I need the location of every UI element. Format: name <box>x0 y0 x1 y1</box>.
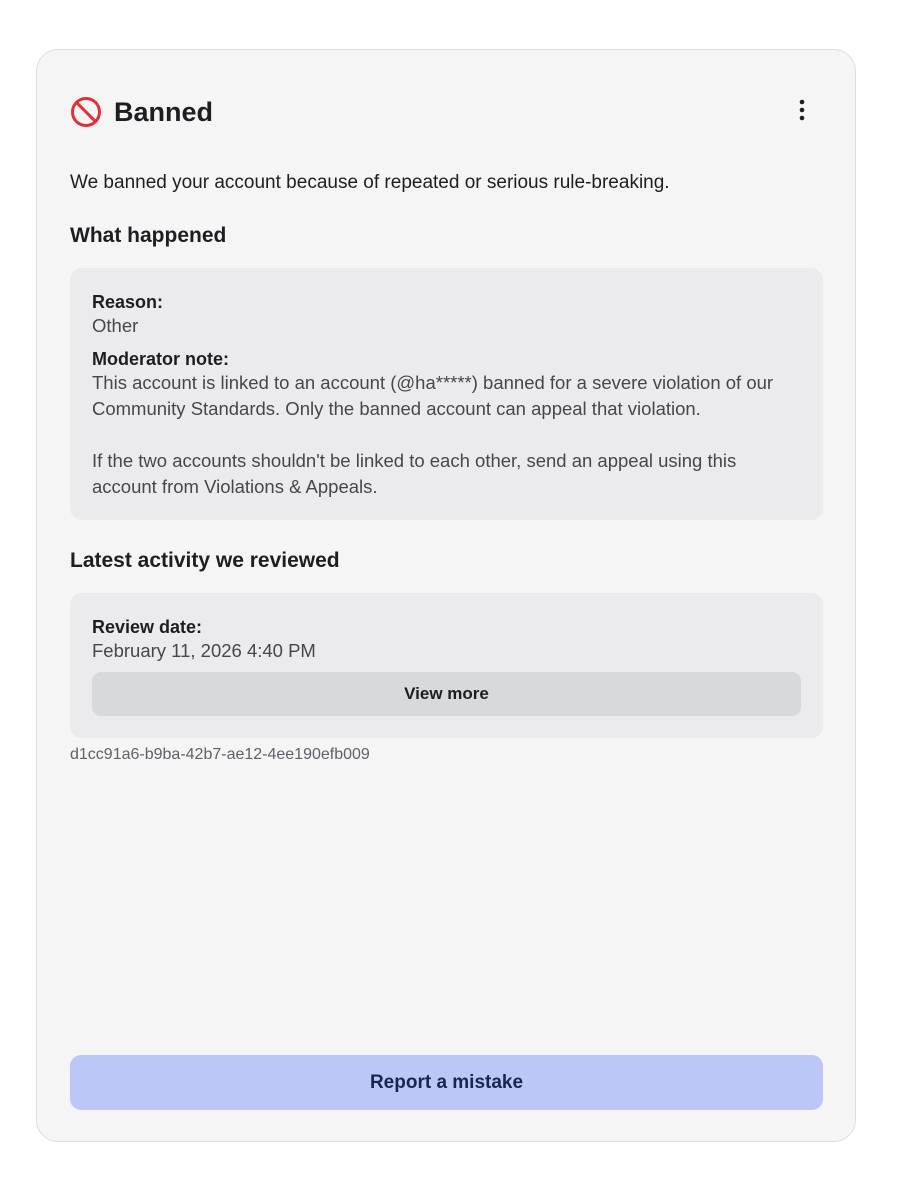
what-happened-heading: What happened <box>70 224 227 247</box>
latest-activity-panel <box>70 593 823 738</box>
ban-icon <box>70 96 102 128</box>
more-options-button[interactable] <box>790 98 814 126</box>
ban-explanation: We banned your account because of repeated or serious rule-breaking. <box>70 172 670 193</box>
moderator-note-paragraph: This account is linked to an account (@ha*****) banned for a severe violation of our Community Standards. Only the banned account can appeal that violation. <box>92 372 774 419</box>
review-date-value: February 11, 2026 4:40 PM <box>92 640 316 661</box>
view-more-button[interactable]: View more <box>92 672 801 716</box>
reason-value: Other <box>92 315 139 336</box>
moderator-note-paragraph: If the two accounts shouldn't be linked to each other, send an appeal using this account from Violations & Appeals. <box>92 450 737 497</box>
report-mistake-button[interactable]: Report a mistake <box>70 1055 823 1110</box>
latest-activity-heading: Latest activity we reviewed <box>70 549 340 572</box>
what-happened-panel <box>70 268 823 520</box>
ban-notice-card <box>36 49 856 1142</box>
moderator-note-label: Moderator note: <box>92 349 229 369</box>
page-title: Banned <box>114 96 214 127</box>
more-vertical-icon <box>799 99 805 126</box>
reference-id: d1cc91a6-b9ba-42b7-ae12-4ee190efb009 <box>70 746 370 763</box>
reason-label: Reason: <box>92 292 164 312</box>
card-header <box>70 94 822 130</box>
review-date-label: Review date: <box>92 617 203 637</box>
